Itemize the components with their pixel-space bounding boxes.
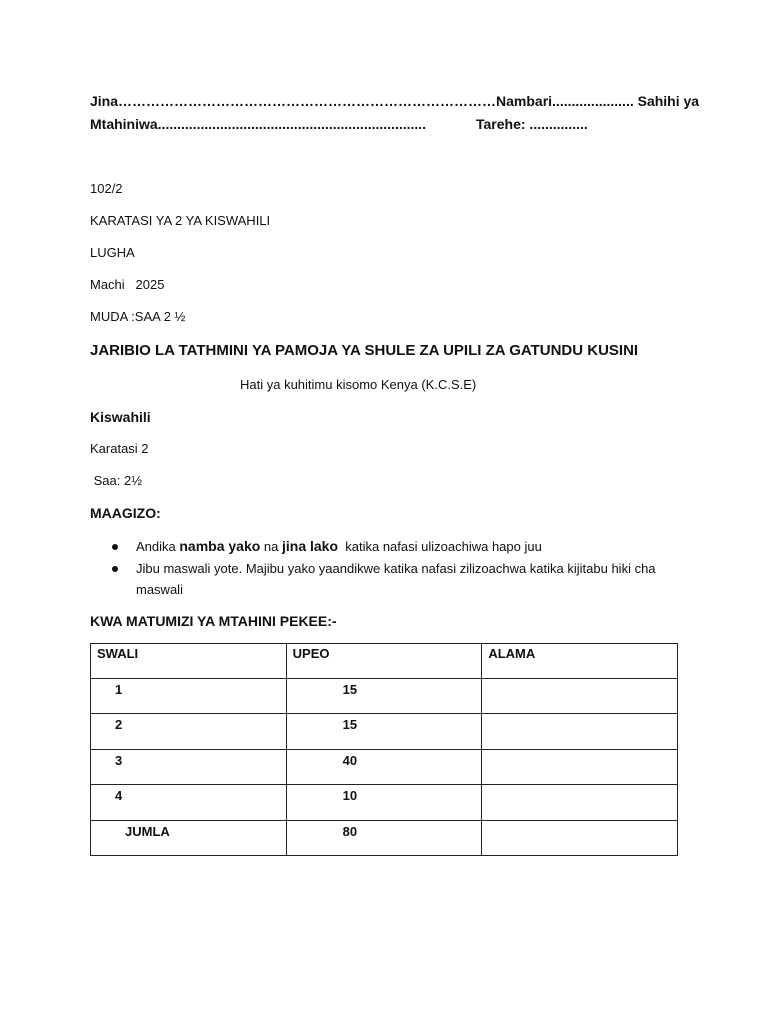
instruction-item: Jibu maswali yote. Majibu yako yaandikwe katika nafasi zilizoachwa katika kijitabu hiki cha maswali <box>112 558 672 600</box>
marks-table <box>90 643 678 856</box>
total-score-cell[interactable] <box>482 820 678 856</box>
exam-duration: MUDA :SAA 2 ½ <box>90 309 186 324</box>
candidate-blank: Mtahiniwa..................................................................... <box>90 116 427 132</box>
subject-area: LUGHA <box>90 245 135 260</box>
certificate-line: Hati ya kuhitimu kisomo Kenya (K.C.S.E) <box>240 377 477 392</box>
total-label: JUMLA <box>91 820 287 856</box>
name-and-number-blanks: Jina………………………………………………………………………Nambari..................... <box>90 93 634 109</box>
column-header-upeo: UPEO <box>286 644 482 679</box>
time-allowed: Saa: 2½ <box>90 473 143 488</box>
bullet-icon <box>112 566 118 572</box>
question-number: 4 <box>91 785 287 821</box>
emphasis-name: jina lako <box>282 538 339 554</box>
bullet-icon <box>112 544 118 550</box>
examiner-use-heading: KWA MATUMIZI YA MTAHINI PEKEE:- <box>90 613 337 629</box>
max-marks: 40 <box>286 749 482 785</box>
column-header-swali: SWALI <box>91 644 287 679</box>
score-cell[interactable] <box>482 678 678 714</box>
table-total-row <box>91 820 678 856</box>
signature-label: Sahihi ya <box>633 93 700 109</box>
exam-title: JARIBIO LA TATHMINI YA PAMOJA YA SHULE ZA UPILI ZA GATUNDU KUSINI <box>90 342 639 359</box>
instruction-item: Andika namba yako na jina lako katika nafasi ulizoachiwa hapo juu <box>112 536 672 557</box>
table-header-row <box>91 644 678 679</box>
question-number: 1 <box>91 678 287 714</box>
table-row <box>91 749 678 785</box>
emphasis-number: namba yako <box>179 538 261 554</box>
score-cell[interactable] <box>482 714 678 750</box>
header-line-1 <box>90 93 699 109</box>
question-number: 2 <box>91 714 287 750</box>
paper-number: Karatasi 2 <box>90 441 149 456</box>
total-max-marks: 80 <box>286 820 482 856</box>
max-marks: 10 <box>286 785 482 821</box>
instructions-heading: MAAGIZO: <box>90 505 161 521</box>
table-row <box>91 678 678 714</box>
paper-name: KARATASI YA 2 YA KISWAHILI <box>90 213 271 228</box>
score-cell[interactable] <box>482 785 678 821</box>
instructions-list <box>112 536 672 600</box>
column-header-alama: ALAMA <box>482 644 678 679</box>
paper-code: 102/2 <box>90 181 123 196</box>
question-number: 3 <box>91 749 287 785</box>
score-cell[interactable] <box>482 749 678 785</box>
exam-date: Machi 2025 <box>90 277 165 292</box>
subject-heading: Kiswahili <box>90 409 151 425</box>
max-marks: 15 <box>286 678 482 714</box>
table-row <box>91 714 678 750</box>
table-row <box>91 785 678 821</box>
header-line-2 <box>90 116 426 132</box>
date-blank: Tarehe: ............... <box>476 116 588 132</box>
max-marks: 15 <box>286 714 482 750</box>
